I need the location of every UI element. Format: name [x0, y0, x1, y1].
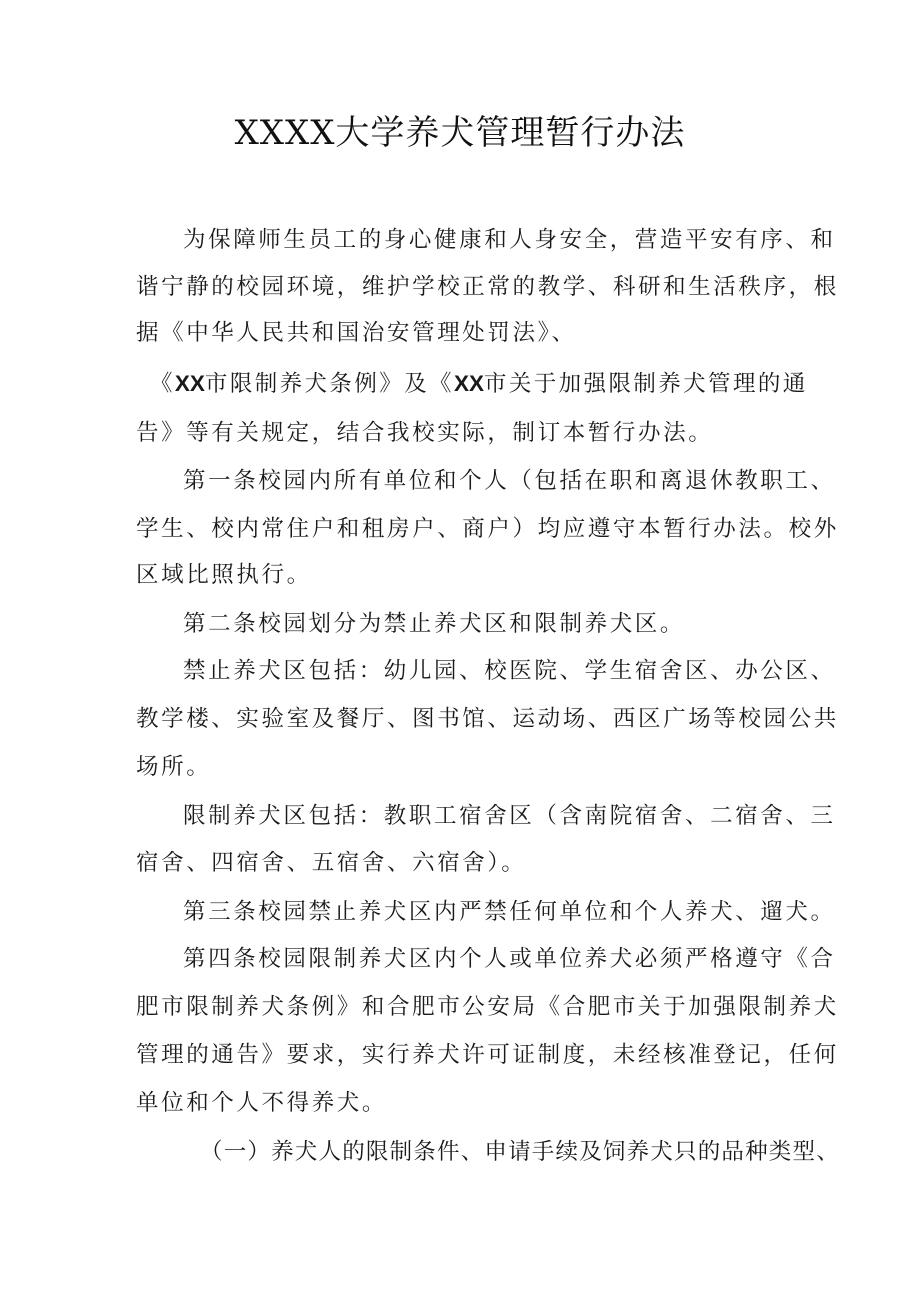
- text-segment: 市关于加强限制养犬管理的通: [483, 371, 808, 397]
- article-2-line: 限制养犬区包括：教职工宿舍区（含南院宿舍、二宿舍、三: [183, 803, 836, 829]
- paragraph-line: 告》等有关规定，结合我校实际，制订本暂行办法。: [136, 420, 714, 446]
- text-segment: 《: [150, 371, 175, 397]
- placeholder-city: XX: [174, 371, 205, 396]
- paragraph-line: 谐宁静的校园环境，维护学校正常的教学、科研和生活秩序，根: [136, 274, 839, 300]
- paragraph-line: 为保障师生员工的身心健康和人身安全，营造平安有序、和: [183, 227, 836, 253]
- article-4-line: 第四条校园限制养犬区内个人或单位养犬必须严格遵守《合: [183, 946, 836, 972]
- article-1-line: 区域比照执行。: [136, 562, 312, 588]
- paragraph-line: 据《中华人民共和国治安管理处罚法》、: [136, 320, 577, 346]
- article-4-line: 肥市限制养犬条例》和合肥市公安局《合肥市关于加强限制养犬: [136, 994, 839, 1020]
- document-title: XXXX大学养犬管理暂行办法: [234, 113, 686, 153]
- article-2-line: 禁止养犬区包括：幼儿园、校医院、学生宿舍区、办公区、: [183, 658, 836, 684]
- article-2-line: 宿舍、四宿舍、五宿舍、六宿舍）。: [136, 850, 527, 876]
- article-1-line: 学生、校内常住户和租房户、商户）均应遵守本暂行办法。校外: [136, 516, 839, 542]
- text-segment: 市限制养犬条例》及《: [204, 371, 454, 397]
- article-3-line: 第三条校园禁止养犬区内严禁任何单位和个人养犬、遛犬。: [183, 899, 836, 925]
- article-4-line: 单位和个人不得养犬。: [136, 1090, 388, 1116]
- sub-item-line: （一）养犬人的限制条件、申请手续及饲养犬只的品种类型、: [200, 1139, 840, 1165]
- article-2-line: 第二条校园划分为禁止养犬区和限制养犬区。: [183, 611, 686, 637]
- placeholder-city: XX: [453, 371, 484, 396]
- article-2-line: 场所。: [136, 754, 212, 780]
- article-2-line: 教学楼、实验室及餐厅、图书馆、运动场、西区广场等校园公共: [136, 706, 839, 732]
- paragraph-line: [150, 369, 808, 399]
- article-1-line: 第一条校园内所有单位和个人（包括在职和离退休教职工、: [183, 468, 836, 494]
- article-4-line: 管理的通告》要求，实行养犬许可证制度，未经核准登记，任何: [136, 1042, 839, 1068]
